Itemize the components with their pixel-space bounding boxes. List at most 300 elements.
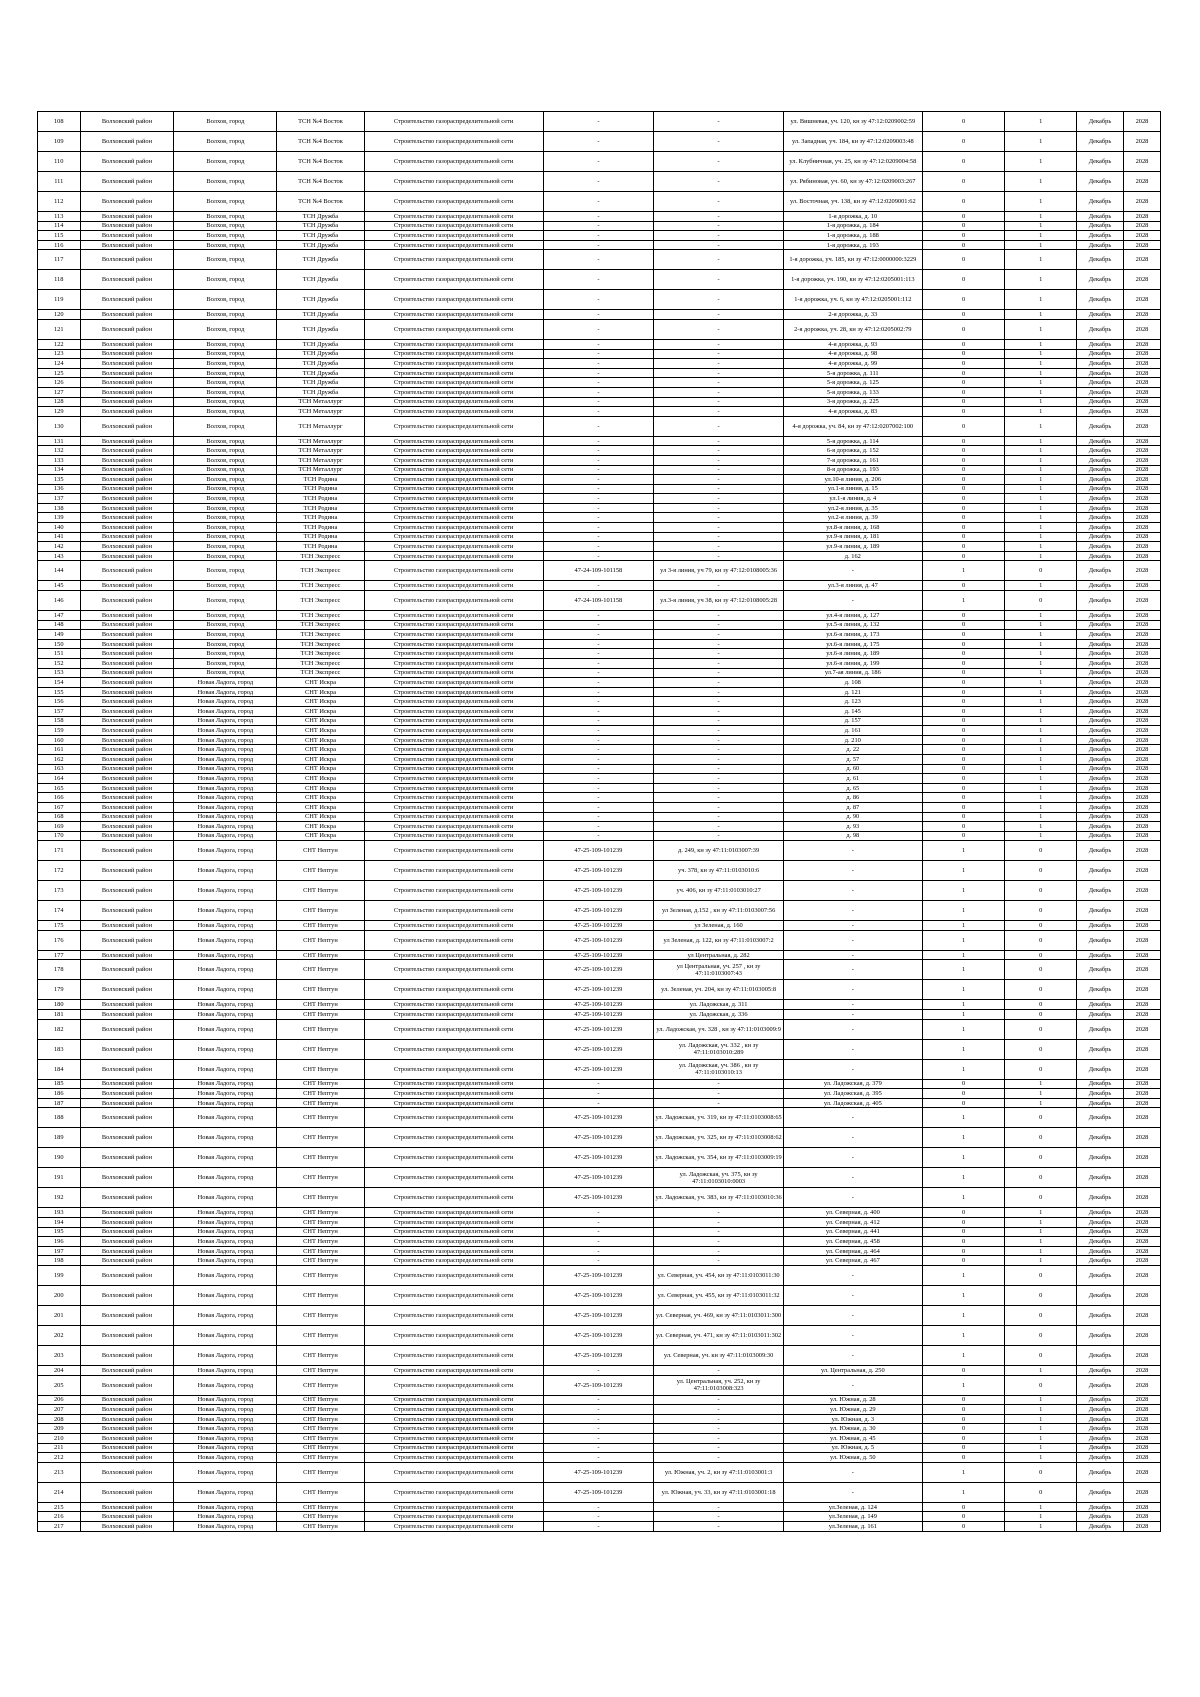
- cell-cadastral-address: -: [654, 1098, 784, 1108]
- cell-year: 2028: [1123, 397, 1160, 407]
- cell-count-a: 1: [922, 1482, 1005, 1502]
- cell-application-number: -: [543, 172, 654, 192]
- cell-district: Волховский район: [80, 551, 174, 561]
- cell-address: 4-я дорожка, д. 99: [783, 359, 922, 369]
- cell-count-a: 0: [922, 611, 1005, 621]
- cell-address: д. 157: [783, 716, 922, 726]
- cell-count-b: 0: [1005, 591, 1077, 611]
- cell-count-a: 1: [922, 1148, 1005, 1168]
- cell-work-description: Строительство газораспределительной сети: [364, 436, 543, 446]
- cell-application-number: -: [543, 822, 654, 832]
- cell-row-number: 214: [38, 1482, 81, 1502]
- cell-count-b: 1: [1005, 494, 1077, 504]
- cell-address: 1-я дорожка, д. 10: [783, 212, 922, 222]
- cell-month: Декабрь: [1077, 1521, 1124, 1531]
- cell-cadastral-address: -: [654, 620, 784, 630]
- cell-garden-partnership: ТСН Экспресс: [277, 659, 364, 669]
- cell-settlement: Новая Ладога, город: [174, 1286, 277, 1306]
- cell-year: 2028: [1123, 221, 1160, 231]
- cell-count-b: 1: [1005, 716, 1077, 726]
- cell-work-description: Строительство газораспределительной сети: [364, 812, 543, 822]
- cell-address: ул. Северная, д. 467: [783, 1256, 922, 1266]
- cell-settlement: Новая Ладога, город: [174, 1246, 277, 1256]
- cell-garden-partnership: СНТ Искра: [277, 802, 364, 812]
- cell-year: 2028: [1123, 950, 1160, 960]
- cell-address: 5-я дорожка, д. 125: [783, 378, 922, 388]
- cell-count-a: 0: [922, 378, 1005, 388]
- cell-garden-partnership: СНТ Искра: [277, 678, 364, 688]
- cell-settlement: Новая Ладога, город: [174, 1128, 277, 1148]
- cell-cadastral-address: -: [654, 1433, 784, 1443]
- cell-district: Волховский район: [80, 112, 174, 132]
- table-row: [38, 1208, 1161, 1218]
- table-row: [38, 542, 1161, 552]
- cell-address: д. 108: [783, 678, 922, 688]
- cell-district: Волховский район: [80, 1375, 174, 1395]
- cell-count-b: 1: [1005, 212, 1077, 222]
- cell-garden-partnership: СНТ Нептун: [277, 1237, 364, 1247]
- cell-count-b: 1: [1005, 465, 1077, 475]
- cell-application-number: -: [543, 774, 654, 784]
- table-row: [38, 349, 1161, 359]
- cell-address: д. 93: [783, 822, 922, 832]
- table-row: [38, 831, 1161, 841]
- cell-row-number: 178: [38, 960, 81, 980]
- cell-work-description: Строительство газораспределительной сети: [364, 407, 543, 417]
- cell-garden-partnership: СНТ Нептун: [277, 901, 364, 921]
- cell-district: Волховский район: [80, 494, 174, 504]
- cell-count-a: 0: [922, 802, 1005, 812]
- cell-count-a: 0: [922, 446, 1005, 456]
- cell-row-number: 186: [38, 1089, 81, 1099]
- cell-count-b: 1: [1005, 754, 1077, 764]
- cell-row-number: 109: [38, 132, 81, 152]
- cell-month: Декабрь: [1077, 152, 1124, 172]
- cell-application-number: 47-25-109-101239: [543, 1326, 654, 1346]
- cell-month: Декабрь: [1077, 1306, 1124, 1326]
- cell-year: 2028: [1123, 930, 1160, 950]
- cell-count-b: 1: [1005, 581, 1077, 591]
- cell-row-number: 135: [38, 475, 81, 485]
- cell-count-a: 1: [922, 901, 1005, 921]
- cell-district: Волховский район: [80, 1366, 174, 1376]
- cell-district: Волховский район: [80, 930, 174, 950]
- cell-count-b: 1: [1005, 1395, 1077, 1405]
- table-row: [38, 387, 1161, 397]
- cell-month: Декабрь: [1077, 611, 1124, 621]
- cell-month: Декабрь: [1077, 397, 1124, 407]
- cell-work-description: Строительство газораспределительной сети: [364, 339, 543, 349]
- cell-count-b: 1: [1005, 532, 1077, 542]
- cell-row-number: 193: [38, 1208, 81, 1218]
- cell-row-number: 132: [38, 446, 81, 456]
- cell-work-description: Строительство газораспределительной сети: [364, 1059, 543, 1079]
- cell-application-number: 47-25-109-101239: [543, 1128, 654, 1148]
- cell-count-b: 0: [1005, 1188, 1077, 1208]
- cell-count-a: 0: [922, 290, 1005, 310]
- table-row: [38, 980, 1161, 1000]
- cell-row-number: 111: [38, 172, 81, 192]
- cell-settlement: Новая Ладога, город: [174, 1462, 277, 1482]
- cell-cadastral-address: ул Зеленая, д. 160: [654, 921, 784, 931]
- cell-address: 1-я дорожка, уч. 6, кн зу 47:12:0205001:112: [783, 290, 922, 310]
- cell-month: Декабрь: [1077, 1208, 1124, 1218]
- cell-cadastral-address: -: [654, 735, 784, 745]
- cell-year: 2028: [1123, 1089, 1160, 1099]
- cell-district: Волховский район: [80, 764, 174, 774]
- cell-address: ул. Северная, д. 458: [783, 1237, 922, 1247]
- cell-work-description: Строительство газораспределительной сети: [364, 861, 543, 881]
- cell-year: 2028: [1123, 446, 1160, 456]
- cell-district: Волховский район: [80, 465, 174, 475]
- cell-address: -: [783, 1039, 922, 1059]
- cell-year: 2028: [1123, 551, 1160, 561]
- cell-count-b: 1: [1005, 697, 1077, 707]
- table-row: [38, 523, 1161, 533]
- cell-count-a: 0: [922, 172, 1005, 192]
- cell-settlement: Новая Ладога, город: [174, 1000, 277, 1010]
- cell-address: ул.5-я линия, д. 132: [783, 620, 922, 630]
- cell-application-number: -: [543, 407, 654, 417]
- cell-count-b: 1: [1005, 132, 1077, 152]
- cell-count-a: 1: [922, 1039, 1005, 1059]
- cell-address: д. 161: [783, 726, 922, 736]
- table-row: [38, 1443, 1161, 1453]
- cell-district: Волховский район: [80, 687, 174, 697]
- table-row: [38, 494, 1161, 504]
- cell-year: 2028: [1123, 1000, 1160, 1010]
- cell-year: 2028: [1123, 1462, 1160, 1482]
- cell-count-b: 0: [1005, 561, 1077, 581]
- cell-month: Декабрь: [1077, 921, 1124, 931]
- cell-district: Волховский район: [80, 901, 174, 921]
- cell-application-number: -: [543, 668, 654, 678]
- cell-cadastral-address: -: [654, 812, 784, 822]
- cell-district: Волховский район: [80, 1089, 174, 1099]
- cell-year: 2028: [1123, 783, 1160, 793]
- cell-application-number: -: [543, 706, 654, 716]
- cell-garden-partnership: ТСН Родина: [277, 523, 364, 533]
- cell-count-a: 0: [922, 494, 1005, 504]
- table-row: [38, 960, 1161, 980]
- cell-count-b: 1: [1005, 1512, 1077, 1522]
- cell-address: -: [783, 921, 922, 931]
- cell-row-number: 197: [38, 1246, 81, 1256]
- cell-month: Декабрь: [1077, 950, 1124, 960]
- table-row: [38, 802, 1161, 812]
- cell-address: -: [783, 1000, 922, 1010]
- cell-application-number: -: [543, 152, 654, 172]
- table-row: [38, 1188, 1161, 1208]
- cell-month: Декабрь: [1077, 745, 1124, 755]
- cell-address: д. 121: [783, 687, 922, 697]
- cell-district: Волховский район: [80, 697, 174, 707]
- cell-count-a: 0: [922, 822, 1005, 832]
- cell-count-a: 1: [922, 1128, 1005, 1148]
- cell-garden-partnership: СНТ Нептун: [277, 1010, 364, 1020]
- cell-count-a: 0: [922, 687, 1005, 697]
- cell-cadastral-address: ул. Ладожская, д. 336: [654, 1010, 784, 1020]
- cell-work-description: Строительство газораспределительной сети: [364, 822, 543, 832]
- cell-garden-partnership: СНТ Нептун: [277, 1512, 364, 1522]
- cell-garden-partnership: ТСН Экспресс: [277, 639, 364, 649]
- cell-application-number: 47-25-109-101239: [543, 1266, 654, 1286]
- cell-month: Декабрь: [1077, 551, 1124, 561]
- cell-work-description: Строительство газораспределительной сети: [364, 1227, 543, 1237]
- cell-count-a: 0: [922, 659, 1005, 669]
- cell-application-number: -: [543, 659, 654, 669]
- cell-count-a: 1: [922, 980, 1005, 1000]
- cell-count-b: 1: [1005, 774, 1077, 784]
- table-row: [38, 649, 1161, 659]
- cell-district: Волховский район: [80, 659, 174, 669]
- cell-work-description: Строительство газораспределительной сети: [364, 416, 543, 436]
- table-row: [38, 591, 1161, 611]
- cell-month: Декабрь: [1077, 132, 1124, 152]
- cell-month: Декабрь: [1077, 1227, 1124, 1237]
- cell-cadastral-address: -: [654, 1424, 784, 1434]
- cell-count-a: 0: [922, 475, 1005, 485]
- cell-count-a: 1: [922, 591, 1005, 611]
- cell-year: 2028: [1123, 1079, 1160, 1089]
- cell-count-b: 0: [1005, 1306, 1077, 1326]
- cell-work-description: Строительство газораспределительной сети: [364, 250, 543, 270]
- cell-count-a: 0: [922, 793, 1005, 803]
- cell-count-a: 0: [922, 368, 1005, 378]
- cell-address: д. 90: [783, 812, 922, 822]
- cell-row-number: 171: [38, 841, 81, 861]
- cell-month: Декабрь: [1077, 793, 1124, 803]
- cell-count-a: 1: [922, 1286, 1005, 1306]
- cell-row-number: 216: [38, 1512, 81, 1522]
- cell-year: 2028: [1123, 523, 1160, 533]
- cell-district: Волховский район: [80, 132, 174, 152]
- cell-row-number: 119: [38, 290, 81, 310]
- cell-address: 1-я дорожка, д. 193: [783, 240, 922, 250]
- cell-count-a: 0: [922, 436, 1005, 446]
- cell-row-number: 206: [38, 1395, 81, 1405]
- cell-year: 2028: [1123, 1246, 1160, 1256]
- cell-year: 2028: [1123, 1443, 1160, 1453]
- cell-work-description: Строительство газораспределительной сети: [364, 1366, 543, 1376]
- cell-cadastral-address: ул Центральная, уч. 257 , кн зу 47:11:0103007:43: [654, 960, 784, 980]
- cell-row-number: 192: [38, 1188, 81, 1208]
- cell-settlement: Волхов, город: [174, 581, 277, 591]
- cell-garden-partnership: СНТ Нептун: [277, 1453, 364, 1463]
- cell-application-number: -: [543, 446, 654, 456]
- cell-cadastral-address: ул. Южная, уч. 2, кн зу 47:11:0103001:3: [654, 1462, 784, 1482]
- cell-application-number: -: [543, 1227, 654, 1237]
- cell-count-a: 0: [922, 339, 1005, 349]
- cell-year: 2028: [1123, 1227, 1160, 1237]
- cell-month: Декабрь: [1077, 783, 1124, 793]
- cell-count-a: 0: [922, 1395, 1005, 1405]
- cell-count-b: 0: [1005, 1375, 1077, 1395]
- cell-work-description: Строительство газораспределительной сети: [364, 630, 543, 640]
- cell-month: Декабрь: [1077, 659, 1124, 669]
- cell-address: 5-я дорожка, д. 133: [783, 387, 922, 397]
- cell-application-number: -: [543, 793, 654, 803]
- cell-address: -: [783, 950, 922, 960]
- cell-row-number: 159: [38, 726, 81, 736]
- cell-row-number: 169: [38, 822, 81, 832]
- cell-month: Декабрь: [1077, 290, 1124, 310]
- cell-garden-partnership: ТСН №4 Восток: [277, 132, 364, 152]
- cell-row-number: 134: [38, 465, 81, 475]
- cell-district: Волховский район: [80, 960, 174, 980]
- cell-year: 2028: [1123, 475, 1160, 485]
- cell-count-b: 1: [1005, 1208, 1077, 1218]
- cell-row-number: 205: [38, 1375, 81, 1395]
- cell-garden-partnership: СНТ Нептун: [277, 1000, 364, 1010]
- cell-district: Волховский район: [80, 1237, 174, 1247]
- cell-row-number: 128: [38, 397, 81, 407]
- table-row: [38, 319, 1161, 339]
- cell-row-number: 201: [38, 1306, 81, 1326]
- cell-month: Декабрь: [1077, 1453, 1124, 1463]
- table-row: [38, 812, 1161, 822]
- cell-application-number: -: [543, 221, 654, 231]
- cell-work-description: Строительство газораспределительной сети: [364, 611, 543, 621]
- cell-count-b: 1: [1005, 436, 1077, 446]
- cell-count-a: 0: [922, 513, 1005, 523]
- cell-application-number: -: [543, 1414, 654, 1424]
- cell-garden-partnership: СНТ Искра: [277, 793, 364, 803]
- cell-garden-partnership: ТСН Дружба: [277, 231, 364, 241]
- cell-settlement: Новая Ладога, город: [174, 697, 277, 707]
- cell-count-a: 0: [922, 503, 1005, 513]
- cell-district: Волховский район: [80, 1414, 174, 1424]
- cell-garden-partnership: ТСН Экспресс: [277, 551, 364, 561]
- cell-cadastral-address: -: [654, 221, 784, 231]
- cell-work-description: Строительство газораспределительной сети: [364, 980, 543, 1000]
- cell-settlement: Волхов, город: [174, 132, 277, 152]
- cell-count-b: 0: [1005, 861, 1077, 881]
- cell-month: Декабрь: [1077, 455, 1124, 465]
- cell-month: Декабрь: [1077, 822, 1124, 832]
- cell-district: Волховский район: [80, 523, 174, 533]
- cell-count-a: 0: [922, 697, 1005, 707]
- cell-cadastral-address: -: [654, 1208, 784, 1218]
- cell-cadastral-address: ул Зеленая, д.152 , кн зу 47:11:0103007:56: [654, 901, 784, 921]
- cell-address: ул. Южная, д. 50: [783, 1453, 922, 1463]
- cell-garden-partnership: ТСН Родина: [277, 542, 364, 552]
- table-row: [38, 716, 1161, 726]
- table-row: [38, 513, 1161, 523]
- cell-district: Волховский район: [80, 1010, 174, 1020]
- cell-application-number: -: [543, 1098, 654, 1108]
- cell-application-number: 47-25-109-101239: [543, 1148, 654, 1168]
- cell-row-number: 147: [38, 611, 81, 621]
- cell-settlement: Волхов, город: [174, 112, 277, 132]
- cell-application-number: 47-25-109-101239: [543, 950, 654, 960]
- cell-row-number: 138: [38, 503, 81, 513]
- cell-garden-partnership: ТСН Металлург: [277, 465, 364, 475]
- cell-count-a: 0: [922, 112, 1005, 132]
- cell-address: -: [783, 1128, 922, 1148]
- cell-count-b: 1: [1005, 455, 1077, 465]
- cell-cadastral-address: -: [654, 290, 784, 310]
- cell-garden-partnership: СНТ Нептун: [277, 1089, 364, 1099]
- cell-garden-partnership: СНТ Искра: [277, 716, 364, 726]
- cell-application-number: 47-25-109-101239: [543, 1010, 654, 1020]
- cell-count-b: 0: [1005, 980, 1077, 1000]
- cell-address: -: [783, 881, 922, 901]
- cell-year: 2028: [1123, 659, 1160, 669]
- cell-work-description: Строительство газораспределительной сети: [364, 1188, 543, 1208]
- cell-address: ул. Ладожская, д. 379: [783, 1079, 922, 1089]
- cell-row-number: 200: [38, 1286, 81, 1306]
- table-row: [38, 861, 1161, 881]
- cell-address: ул. Южная, д. 28: [783, 1395, 922, 1405]
- cell-application-number: -: [543, 581, 654, 591]
- cell-count-b: 1: [1005, 551, 1077, 561]
- cell-year: 2028: [1123, 1326, 1160, 1346]
- cell-count-a: 0: [922, 551, 1005, 561]
- cell-work-description: Строительство газораспределительной сети: [364, 793, 543, 803]
- cell-address: ул.2-я линия, д. 39: [783, 513, 922, 523]
- cell-month: Декабрь: [1077, 319, 1124, 339]
- cell-year: 2028: [1123, 960, 1160, 980]
- cell-year: 2028: [1123, 793, 1160, 803]
- cell-work-description: Строительство газораспределительной сети: [364, 1266, 543, 1286]
- cell-month: Декабрь: [1077, 697, 1124, 707]
- cell-count-a: 1: [922, 950, 1005, 960]
- cell-count-a: 1: [922, 1108, 1005, 1128]
- cell-garden-partnership: ТСН Экспресс: [277, 591, 364, 611]
- cell-settlement: Новая Ладога, город: [174, 1395, 277, 1405]
- cell-work-description: Строительство газораспределительной сети: [364, 921, 543, 931]
- cell-count-a: 0: [922, 764, 1005, 774]
- cell-year: 2028: [1123, 387, 1160, 397]
- cell-garden-partnership: ТСН Родина: [277, 503, 364, 513]
- cell-cadastral-address: -: [654, 630, 784, 640]
- cell-count-b: 0: [1005, 1039, 1077, 1059]
- cell-month: Декабрь: [1077, 1266, 1124, 1286]
- cell-settlement: Новая Ладога, город: [174, 754, 277, 764]
- cell-district: Волховский район: [80, 783, 174, 793]
- cell-cadastral-address: ул. Ладожская, уч. 319, кн зу 47:11:0103008:65: [654, 1108, 784, 1128]
- cell-settlement: Новая Ладога, город: [174, 861, 277, 881]
- cell-month: Декабрь: [1077, 1366, 1124, 1376]
- cell-cadastral-address: -: [654, 455, 784, 465]
- cell-work-description: Строительство газораспределительной сети: [364, 1482, 543, 1502]
- cell-address: 8-я дорожка, д. 193: [783, 465, 922, 475]
- cell-row-number: 207: [38, 1405, 81, 1415]
- cell-garden-partnership: СНТ Нептун: [277, 1414, 364, 1424]
- cell-count-a: 0: [922, 484, 1005, 494]
- cell-address: ул.9-я линия, д. 181: [783, 532, 922, 542]
- cell-count-b: 1: [1005, 172, 1077, 192]
- cell-count-a: 0: [922, 831, 1005, 841]
- cell-count-a: 0: [922, 231, 1005, 241]
- cell-settlement: Новая Ладога, город: [174, 1188, 277, 1208]
- table-row: [38, 368, 1161, 378]
- cell-cadastral-address: -: [654, 484, 784, 494]
- table-row: [38, 407, 1161, 417]
- cell-work-description: Строительство газораспределительной сети: [364, 881, 543, 901]
- cell-year: 2028: [1123, 1010, 1160, 1020]
- cell-settlement: Новая Ладога, город: [174, 1098, 277, 1108]
- cell-row-number: 157: [38, 706, 81, 716]
- cell-cadastral-address: -: [654, 349, 784, 359]
- cell-cadastral-address: -: [654, 1218, 784, 1228]
- cell-application-number: -: [543, 397, 654, 407]
- cell-district: Волховский район: [80, 754, 174, 764]
- cell-garden-partnership: СНТ Нептун: [277, 960, 364, 980]
- cell-row-number: 187: [38, 1098, 81, 1108]
- cell-month: Декабрь: [1077, 1098, 1124, 1108]
